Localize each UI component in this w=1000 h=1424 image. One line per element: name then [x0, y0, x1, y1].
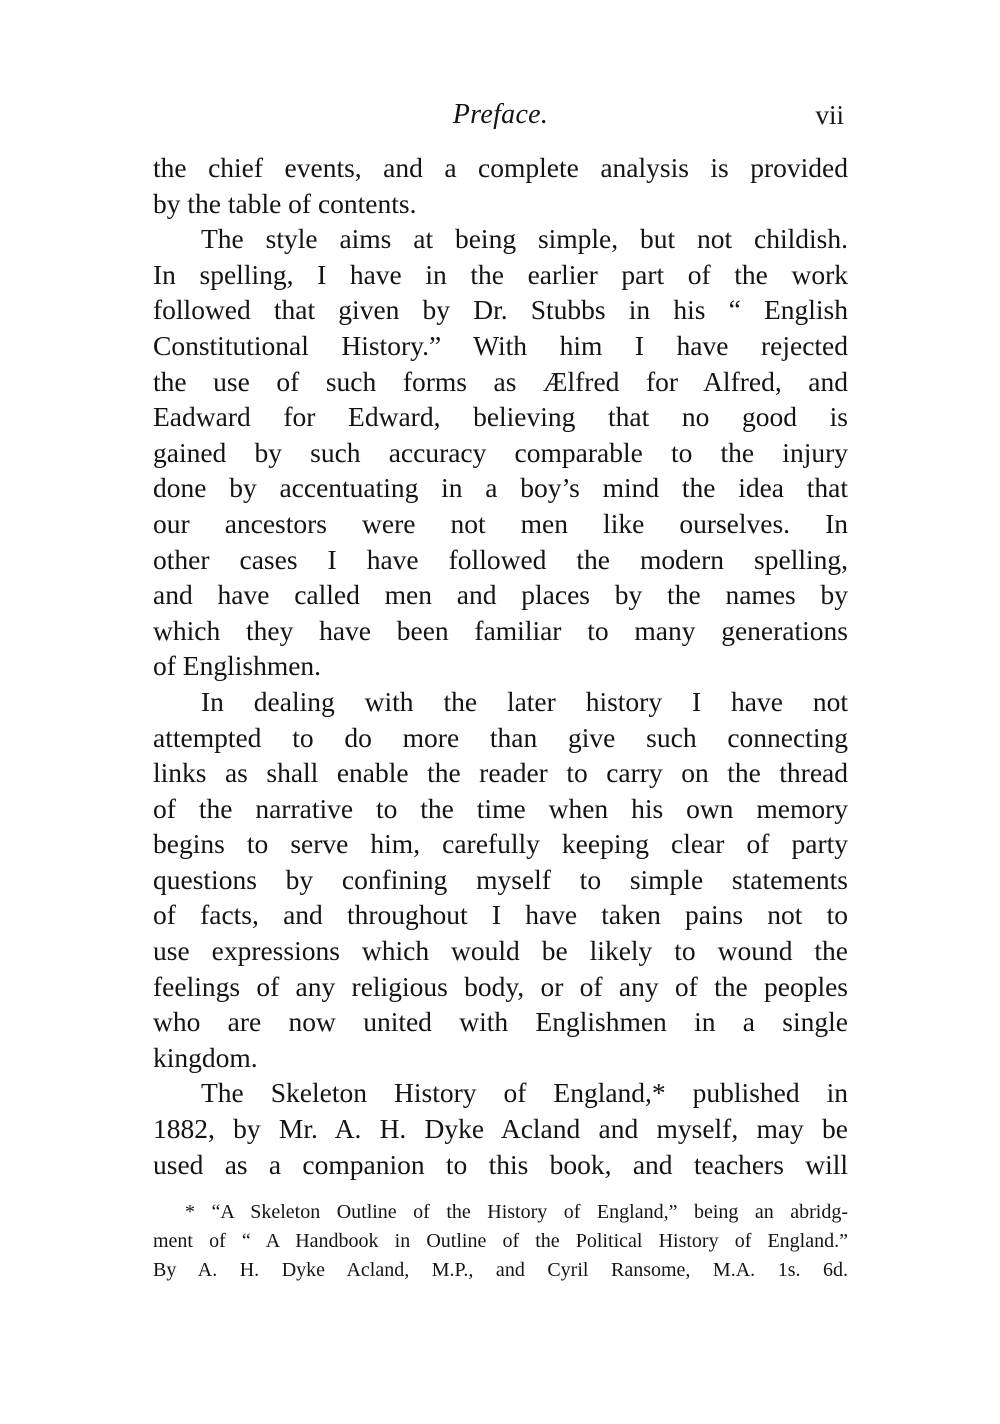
paragraph-continuation: [153, 150, 848, 221]
paragraph-skeleton-history: [153, 1075, 848, 1182]
text-line: the chief events, and a complete analysis is provided: [153, 152, 848, 183]
text-line: by the table of contents.: [153, 187, 417, 219]
text-line: kingdom.: [153, 1041, 258, 1073]
text-line: of the narrative to the time when his own memory: [153, 792, 848, 824]
text-line: and have called men and places by the names by: [153, 579, 848, 611]
text-line: In dealing with the later history I have not: [201, 685, 848, 717]
text-line: gained by such accuracy comparable to the injury: [153, 436, 848, 468]
text-line: done by accentuating in a boy’s mind the idea that: [153, 472, 848, 504]
running-title: Preface.: [452, 99, 549, 130]
text-line: begins to serve him, carefully keeping clear of party: [153, 828, 848, 860]
text-line: which they have been familiar to many generations: [153, 614, 848, 646]
text-line: use expressions which would be likely to wound the: [153, 935, 848, 967]
text-line: In spelling, I have in the earlier part of the work: [153, 258, 848, 290]
text-line: of Englishmen.: [153, 650, 322, 682]
text-line: feelings of any religious body, or of any of the peoples: [153, 970, 848, 1002]
text-line: attempted to do more than give such connecting: [153, 721, 848, 753]
text-line: The style aims at being simple, but not childish.: [201, 223, 848, 255]
text-line: 1882, by Mr. A. H. Dyke Acland and myself, may be: [153, 1113, 848, 1145]
footnote: [153, 1198, 848, 1285]
text-line: links as shall enable the reader to carry on the thread: [153, 757, 848, 789]
text-line: The Skeleton History of England,* published in: [201, 1077, 848, 1109]
text-line: Eadward for Edward, believing that no good is: [153, 401, 848, 433]
page-number: vii: [815, 100, 844, 130]
text-line: used as a companion to this book, and teachers will: [153, 1148, 848, 1180]
footnote-line: * “A Skeleton Outline of the History of England,” being an abridg-: [185, 1201, 848, 1223]
paragraph-style-and-spelling: [153, 221, 848, 684]
body-text: [153, 150, 848, 1182]
footnote-line: By A. H. Dyke Acland, M.P., and Cyril Ransome, M.A. 1s. 6d.: [153, 1259, 848, 1281]
text-line: followed that given by Dr. Stubbs in his “ English: [153, 294, 848, 326]
text-line: Constitutional History.” With him I have rejected: [153, 329, 848, 361]
footnote-line: ment of “ A Handbook in Outline of the Political History of England.”: [153, 1230, 848, 1252]
text-line: of facts, and throughout I have taken pains not to: [153, 899, 848, 931]
running-head: [153, 95, 848, 139]
text-line: the use of such forms as Ælfred for Alfred, and: [153, 365, 848, 397]
text-line: our ancestors were not men like ourselves. In: [153, 507, 848, 539]
text-line: questions by confining myself to simple statements: [153, 863, 848, 895]
text-line: who are now united with Englishmen in a single: [153, 1006, 848, 1038]
text-line: other cases I have followed the modern spelling,: [153, 543, 848, 575]
paragraph-later-history: [153, 684, 848, 1076]
